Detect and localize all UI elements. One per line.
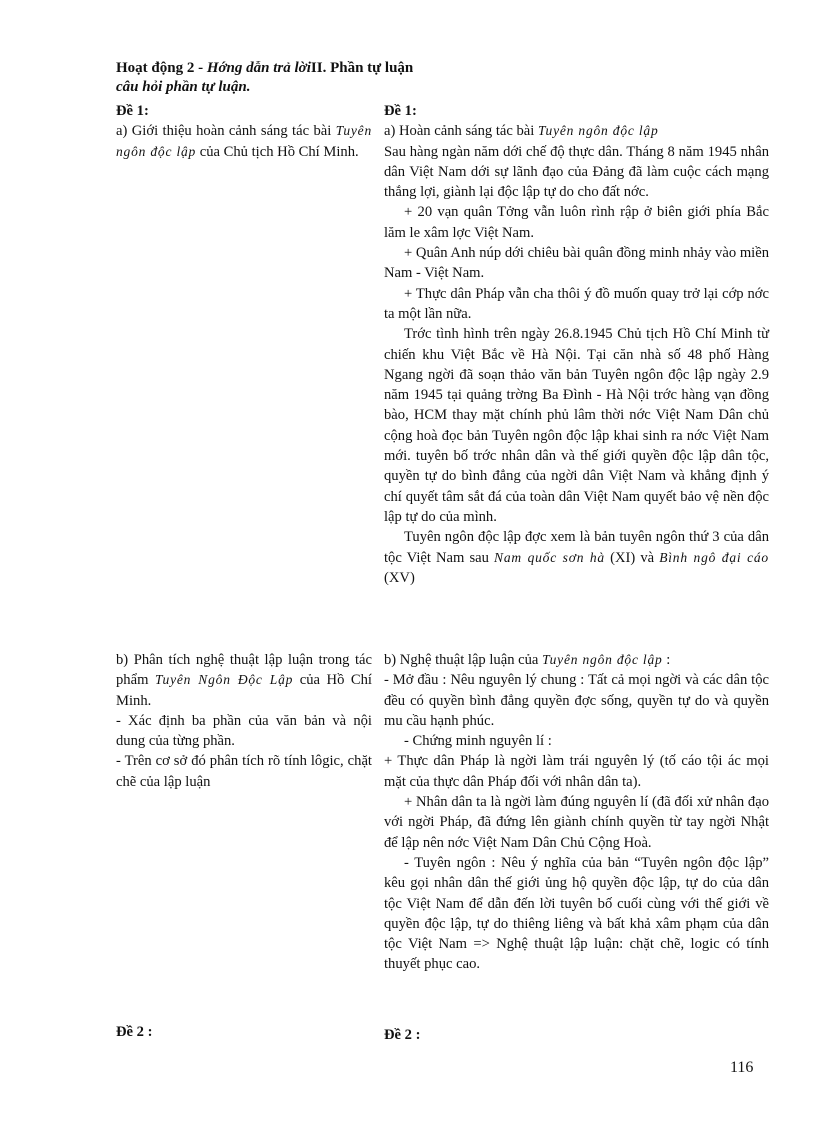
left-de1-block xyxy=(116,101,372,162)
left-question-a: a) Giới thiệu hoàn cảnh sáng tác bài Tuyên ngôn độc lập của Chủ tịch Hồ Chí Minh. xyxy=(116,123,372,160)
page-number: 116 xyxy=(730,1059,754,1076)
right-paragraph-5: Trớc tình hình trên ngày 26.8.1945 Chủ tịch Hồ Chí Minh từ chiến khu Việt Bắc về Hà Nội. Tại căn nhà số 48 phố Hàng Ngang ngời đã soạn thảo văn bản Tuyên ngôn độc lập ngày 2.9 năm 1945 tại quảng trờng Ba Đình - Hà Nội trớc hàng vạn đồng bào, HCM thay mặt chính phủ lâm thời nớc Việt Nam Dân chủ cộng hoà đọc bản Tuyên ngôn độc lập khai sinh ra nớc Việt Nam mới. tuyên bố trớc nhân dân và thế giới quyền độc lập dân tộc, quyền tự do bình đẳng của ngời dân Việt Nam và khẳng định ý chí quyết tâm sắt đá của toàn dân Việt Nam quyết bảo vệ nền độc lập tự do của mình. xyxy=(384,326,769,525)
right-paragraph-3: + Quân Anh núp dới chiêu bài quân đồng minh nhảy vào miền Nam - Việt Nam. xyxy=(384,245,769,282)
activity-label: Hoạt động 2 - xyxy=(116,60,207,76)
right-b-point-1: - Mở đầu : Nêu nguyên lý chung : Tất cả mọi ngời và các dân tộc đều có quyền bình đẳng quyền đợc sống, quyền tự do và quyền mu cầu hạnh phúc. xyxy=(384,672,769,729)
right-answer-b xyxy=(384,650,769,975)
left-question-b3: - Trên cơ sở đó phân tích rõ tính lôgic, chặt chẽ của lập luận xyxy=(116,753,372,790)
right-b-point-2: - Chứng minh nguyên lí : xyxy=(404,733,552,750)
activity-header xyxy=(116,59,676,97)
right-b-point-3: + Thực dân Pháp là ngời làm trái nguyên lý (tố cáo tội ác mọi mặt của thực dân Pháp đối với nhân dân ta). xyxy=(384,753,769,790)
right-de2-block xyxy=(384,1025,769,1045)
left-de2-block xyxy=(116,1022,372,1042)
right-paragraph-4: + Thực dân Pháp vẫn cha thôi ý đồ muốn quay trở lại cớp nớc ta một lần nữa. xyxy=(384,285,769,322)
right-b-title: Tuyên ngôn độc lập xyxy=(542,652,663,667)
left-de1-label: Đề 1: xyxy=(116,103,149,119)
left-a-title: Tuyên ngôn độc lập xyxy=(116,123,372,159)
part-heading: II. Phần tự luận xyxy=(310,60,414,76)
right-b-point-5: - Tuyên ngôn : Nêu ý nghĩa của bản “Tuyên ngôn độc lập” kêu gọi nhân dân thế giới ủng hộ quyền độc lập, tự do của dân tộc Việt Nam để dẫn đến lời tuyên bố cuối cùng với thế giới về quyền độc lập, tự do thiêng liêng và bất khả xâm phạm của dân tộc Việt Nam => Nghệ thuật lập luận: chặt chẽ, logic có tính thuyết phục cao. xyxy=(384,854,769,973)
activity-italic: Hớng dẫn trả lời xyxy=(206,60,311,76)
right-b-point-4: + Nhân dân ta là ngời làm đúng nguyên lí (đã đối xử nhân đạo với ngời Pháp, đã đứng lên giành chính quyền từ tay ngời Nhật để lập nên nớc Việt Nam Dân Chủ Cộng Hoà. xyxy=(384,794,769,851)
right-de2-label: Đề 2 : xyxy=(384,1027,421,1043)
right-p6-title-2: Bình ngô đại cáo xyxy=(659,549,769,565)
right-paragraph-6: Tuyên ngôn độc lập đợc xem là bản tuyên ngôn thứ 3 của dân tộc Việt Nam sau Nam quốc sơn hà (XI) và Bình ngô đại cáo (XV) xyxy=(384,529,769,586)
right-a-title: Tuyên ngôn độc lập xyxy=(537,123,659,139)
left-question-b: b) Phân tích nghệ thuật lập luận trong tác phẩm Tuyên Ngôn Độc Lập của Hồ Chí Minh. xyxy=(116,652,372,709)
left-question-b2: - Xác định ba phần của văn bản và nội dung của từng phần. xyxy=(116,712,372,750)
activity-italic-line2: câu hỏi phần tự luận. xyxy=(116,79,251,95)
left-de2-label: Đề 2 : xyxy=(116,1024,153,1040)
right-a-heading: a) Hoàn cảnh sáng tác bài Tuyên ngôn độc lập xyxy=(384,123,659,140)
right-paragraph-2: + 20 vạn quân Tởng vẫn luôn rình rập ở biên giới phía Bắc lăm le xâm lợc Việt Nam. xyxy=(384,204,769,241)
right-p6-title-1: Nam quốc sơn hà xyxy=(494,549,605,565)
right-answer-a xyxy=(384,101,769,588)
right-b-heading: b) Nghệ thuật lập luận của Tuyên ngôn độc lập : xyxy=(384,652,671,668)
right-de1-label: Đề 1: xyxy=(384,103,417,119)
right-paragraph-1: Sau hàng ngàn năm dới chế độ thực dân. Tháng 8 năm 1945 nhân dân Việt Nam dới sự lãnh đạo của Đảng đã làm cuộc cách mạng thắng lợi, giành lại độc lập tự do cho đất nớc. xyxy=(384,143,769,201)
left-b-title: Tuyên Ngôn Độc Lập xyxy=(154,672,294,688)
left-b-block xyxy=(116,650,372,792)
